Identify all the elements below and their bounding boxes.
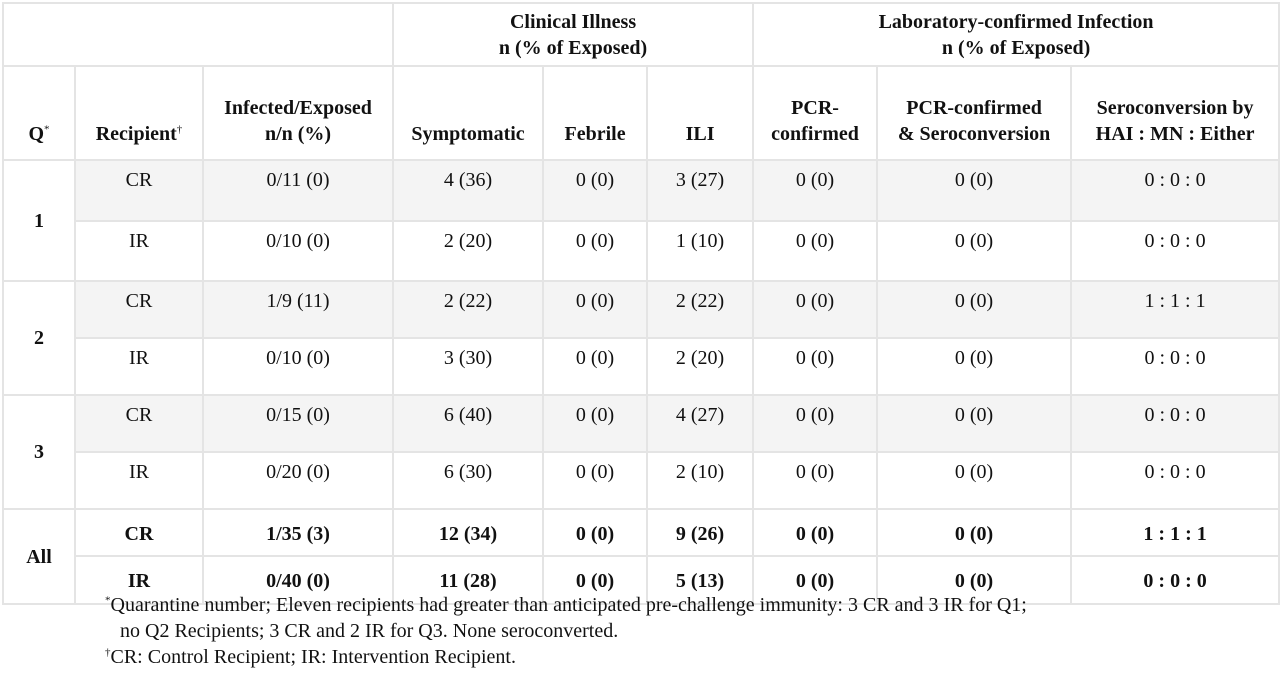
table-row bbox=[3, 509, 1279, 556]
table-row bbox=[3, 452, 1279, 509]
col-pcr-confirmed: PCR- confirmed bbox=[753, 66, 877, 160]
table-row bbox=[3, 281, 1279, 338]
cell-seroconversion: 0 : 0 : 0 bbox=[1071, 556, 1279, 604]
cell-seroconversion: 0 : 0 : 0 bbox=[1071, 395, 1279, 452]
col-pcr-seroconversion: PCR-confirmed & Seroconversion bbox=[877, 66, 1071, 160]
cell-infected-exposed: 1/9 (11) bbox=[203, 281, 393, 338]
cell-infected-exposed: 0/10 (0) bbox=[203, 338, 393, 395]
table-row bbox=[3, 160, 1279, 221]
cell-recipient: CR bbox=[75, 395, 203, 452]
header-blank bbox=[3, 3, 393, 66]
footnotes bbox=[105, 592, 1027, 670]
cell-symptomatic: 6 (30) bbox=[393, 452, 543, 509]
cell-q: All bbox=[3, 509, 75, 604]
cell-pcr-seroconversion: 0 (0) bbox=[877, 160, 1071, 221]
cell-pcr-confirmed: 0 (0) bbox=[753, 338, 877, 395]
col-recipient: Recipient† bbox=[75, 66, 203, 160]
cell-pcr-confirmed: 0 (0) bbox=[753, 452, 877, 509]
col-ili: ILI bbox=[647, 66, 753, 160]
cell-recipient: IR bbox=[75, 338, 203, 395]
cell-pcr-seroconversion: 0 (0) bbox=[877, 281, 1071, 338]
cell-seroconversion: 0 : 0 : 0 bbox=[1071, 452, 1279, 509]
cell-q: 1 bbox=[3, 160, 75, 281]
cell-pcr-confirmed: 0 (0) bbox=[753, 221, 877, 281]
cell-pcr-seroconversion: 0 (0) bbox=[877, 556, 1071, 604]
cell-febrile: 0 (0) bbox=[543, 452, 647, 509]
cell-recipient: IR bbox=[75, 556, 203, 604]
cell-febrile: 0 (0) bbox=[543, 221, 647, 281]
cell-seroconversion: 0 : 0 : 0 bbox=[1071, 221, 1279, 281]
cell-ili: 2 (10) bbox=[647, 452, 753, 509]
cell-ili: 9 (26) bbox=[647, 509, 753, 556]
cell-recipient: CR bbox=[75, 160, 203, 221]
cell-infected-exposed: 0/15 (0) bbox=[203, 395, 393, 452]
cell-infected-exposed: 0/10 (0) bbox=[203, 221, 393, 281]
cell-symptomatic: 11 (28) bbox=[393, 556, 543, 604]
table-row bbox=[3, 338, 1279, 395]
cell-pcr-seroconversion: 0 (0) bbox=[877, 509, 1071, 556]
cell-infected-exposed: 0/40 (0) bbox=[203, 556, 393, 604]
cell-infected-exposed: 1/35 (3) bbox=[203, 509, 393, 556]
cell-pcr-seroconversion: 0 (0) bbox=[877, 395, 1071, 452]
cell-pcr-confirmed: 0 (0) bbox=[753, 281, 877, 338]
cell-recipient: IR bbox=[75, 221, 203, 281]
cell-pcr-seroconversion: 0 (0) bbox=[877, 338, 1071, 395]
cell-q: 3 bbox=[3, 395, 75, 509]
cell-pcr-confirmed: 0 (0) bbox=[753, 160, 877, 221]
cell-symptomatic: 12 (34) bbox=[393, 509, 543, 556]
cell-seroconversion: 1 : 1 : 1 bbox=[1071, 509, 1279, 556]
col-symptomatic: Symptomatic bbox=[393, 66, 543, 160]
cell-pcr-seroconversion: 0 (0) bbox=[877, 452, 1071, 509]
col-seroconversion: Seroconversion by HAI : MN : Either bbox=[1071, 66, 1279, 160]
group-header-row bbox=[3, 3, 1279, 66]
cell-symptomatic: 2 (22) bbox=[393, 281, 543, 338]
cell-seroconversion: 0 : 0 : 0 bbox=[1071, 160, 1279, 221]
cell-seroconversion: 0 : 0 : 0 bbox=[1071, 338, 1279, 395]
cell-febrile: 0 (0) bbox=[543, 281, 647, 338]
footnote-2: †CR: Control Recipient; IR: Intervention Recipient. bbox=[105, 646, 516, 668]
cell-febrile: 0 (0) bbox=[543, 160, 647, 221]
cell-pcr-confirmed: 0 (0) bbox=[753, 556, 877, 604]
cell-symptomatic: 6 (40) bbox=[393, 395, 543, 452]
cell-febrile: 0 (0) bbox=[543, 338, 647, 395]
cell-ili: 3 (27) bbox=[647, 160, 753, 221]
cell-pcr-confirmed: 0 (0) bbox=[753, 395, 877, 452]
cell-ili: 1 (10) bbox=[647, 221, 753, 281]
col-infected-exposed: Infected/Exposed n/n (%) bbox=[203, 66, 393, 160]
footnote-1: *Quarantine number; Eleven recipients had greater than anticipated pre-challenge immunity: 3 CR and 3 IR for Q1; bbox=[105, 594, 1027, 616]
cell-symptomatic: 3 (30) bbox=[393, 338, 543, 395]
cell-ili: 2 (20) bbox=[647, 338, 753, 395]
cell-infected-exposed: 0/11 (0) bbox=[203, 160, 393, 221]
header-lab-confirmed: Laboratory-confirmed Infection n (% of Exposed) bbox=[753, 3, 1279, 66]
cell-ili: 5 (13) bbox=[647, 556, 753, 604]
cell-recipient: CR bbox=[75, 281, 203, 338]
footnote-1-cont: no Q2 Recipients; 3 CR and 2 IR for Q3. None seroconverted. bbox=[120, 620, 619, 642]
col-q: Q* bbox=[3, 66, 75, 160]
cell-pcr-seroconversion: 0 (0) bbox=[877, 221, 1071, 281]
table-row bbox=[3, 221, 1279, 281]
cell-symptomatic: 4 (36) bbox=[393, 160, 543, 221]
cell-seroconversion: 1 : 1 : 1 bbox=[1071, 281, 1279, 338]
cell-recipient: IR bbox=[75, 452, 203, 509]
header-clinical-illness: Clinical Illness n (% of Exposed) bbox=[393, 3, 753, 66]
cell-recipient: CR bbox=[75, 509, 203, 556]
col-febrile: Febrile bbox=[543, 66, 647, 160]
cell-q: 2 bbox=[3, 281, 75, 395]
cell-ili: 2 (22) bbox=[647, 281, 753, 338]
cell-infected-exposed: 0/20 (0) bbox=[203, 452, 393, 509]
cell-febrile: 0 (0) bbox=[543, 395, 647, 452]
results-table bbox=[2, 2, 1280, 605]
table-row bbox=[3, 395, 1279, 452]
cell-symptomatic: 2 (20) bbox=[393, 221, 543, 281]
cell-febrile: 0 (0) bbox=[543, 556, 647, 604]
cell-febrile: 0 (0) bbox=[543, 509, 647, 556]
cell-ili: 4 (27) bbox=[647, 395, 753, 452]
cell-pcr-confirmed: 0 (0) bbox=[753, 509, 877, 556]
column-header-row bbox=[3, 66, 1279, 160]
